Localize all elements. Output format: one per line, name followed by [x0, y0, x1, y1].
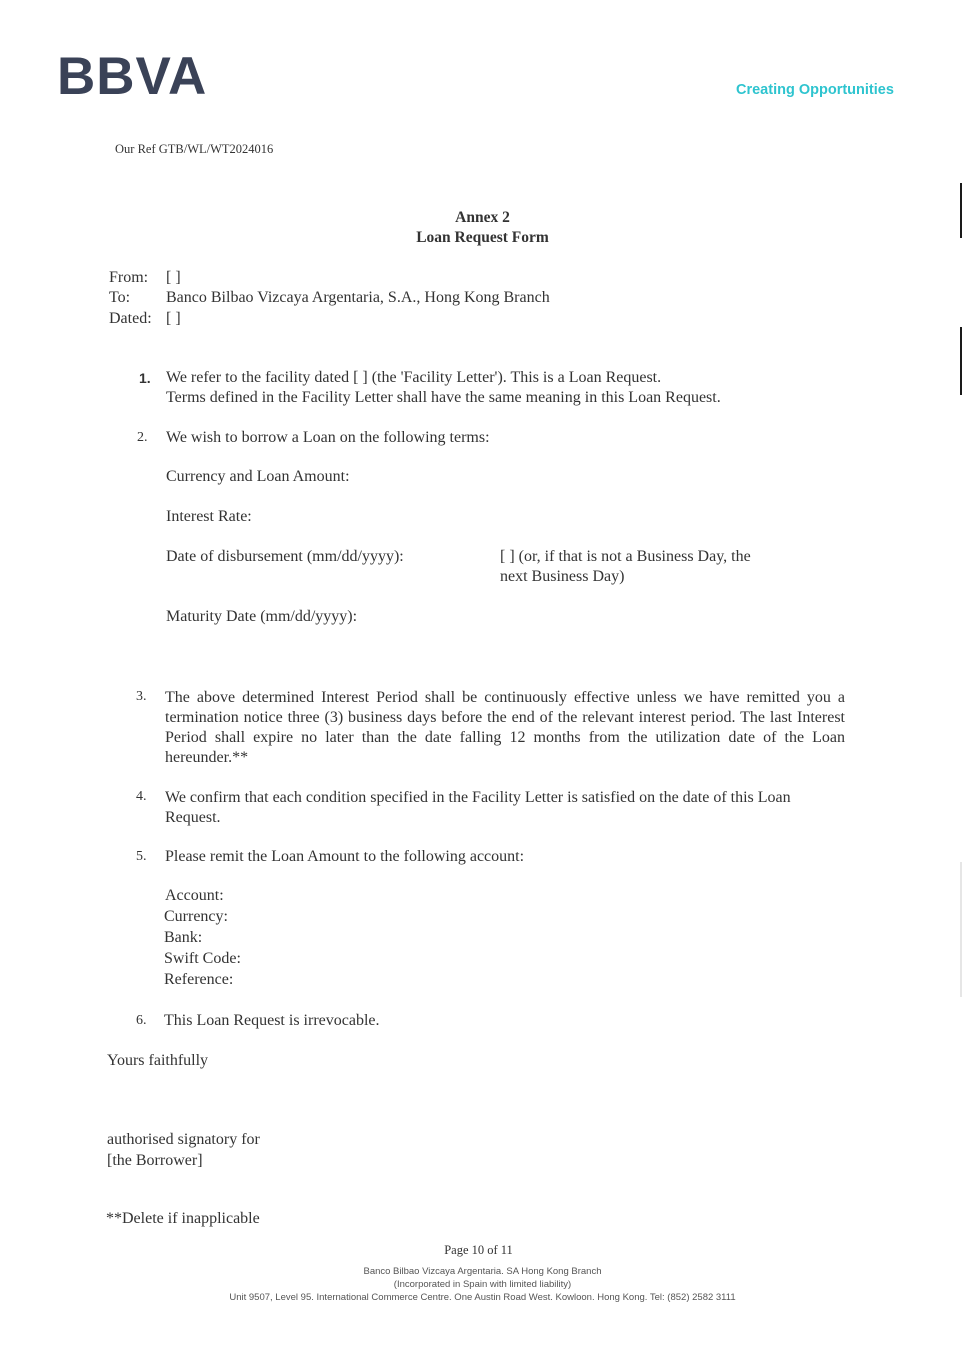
clause-1-line-1: We refer to the facility dated [ ] (the 'Facility Letter'). This is a Loan Request. — [166, 369, 662, 386]
clause-3-number: 3. — [136, 689, 147, 704]
from-value: [ ] — [166, 269, 181, 286]
page-number: Page 10 of 11 — [444, 1243, 513, 1257]
clause-4-text: We confirm that each condition specified in the Facility Letter is satisfied on the date of this Loan Request. — [165, 789, 791, 826]
footer-address: Unit 9507, Level 95. International Commerce Centre. One Austin Road West. Kowloon. Hong Kong. Tel: (852) 2582 3111 — [229, 1292, 736, 1303]
clause-5-intro: Please remit the Loan Amount to the following account: — [165, 848, 525, 865]
reference-label: Reference: — [164, 971, 234, 988]
dated-label: Dated: — [109, 310, 152, 327]
clause-2-intro: We wish to borrow a Loan on the following terms: — [166, 429, 490, 446]
delete-note: **Delete if inapplicable — [106, 1210, 260, 1227]
bank-label: Bank: — [164, 929, 203, 946]
tagline: Creating Opportunities — [736, 82, 894, 98]
disbursement-date-value-1: [ ] (or, if that is not a Business Day, the — [500, 548, 751, 565]
annex-title: Annex 2 — [455, 209, 510, 226]
to-label: To: — [109, 289, 131, 306]
our-reference: Our Ref GTB/WL/WT2024016 — [115, 142, 274, 156]
clause-3-text: The above determined Interest Period shall be continuously effective unless we have remitted you a termination notice three (3) business days before the end of the relevant interest period. The last Interest Period shall expire no later than the date falling 12 months from the utilization date of the Loan hereunder.** — [165, 689, 845, 766]
footer-incorporated: (Incorporated in Spain with limited liability) — [393, 1279, 572, 1290]
clause-6-number: 6. — [136, 1013, 147, 1028]
account-label: Account: — [165, 887, 224, 904]
maturity-date-label: Maturity Date (mm/dd/yyyy): — [166, 608, 358, 625]
dated-value: [ ] — [166, 310, 181, 327]
clause-1-line-2: Terms defined in the Facility Letter shall have the same meaning in this Loan Request. — [166, 389, 721, 406]
scroll-mark-3 — [960, 862, 962, 997]
swift-code-label: Swift Code: — [164, 950, 241, 967]
footer-bank-name: Banco Bilbao Vizcaya Argentaria. SA Hong Kong Branch — [363, 1266, 602, 1277]
scroll-mark-2 — [960, 327, 962, 395]
clause-2-number: 2. — [137, 430, 148, 445]
from-label: From: — [109, 269, 149, 286]
salutation: Yours faithfully — [107, 1052, 209, 1069]
to-value: Banco Bilbao Vizcaya Argentaria, S.A., Hong Kong Branch — [166, 289, 550, 306]
currency-label: Currency: — [164, 908, 228, 925]
bbva-logo: BBVA — [57, 47, 208, 106]
borrower-line: [the Borrower] — [107, 1152, 203, 1169]
currency-amount-label: Currency and Loan Amount: — [166, 468, 350, 485]
clause-6-text: This Loan Request is irrevocable. — [164, 1012, 380, 1029]
interest-rate-label: Interest Rate: — [166, 508, 252, 525]
disbursement-date-value-2: next Business Day) — [500, 568, 625, 585]
clause-1-number: 1. — [139, 370, 151, 386]
clause-5-number: 5. — [136, 849, 147, 864]
signatory-line: authorised signatory for — [107, 1131, 260, 1148]
disbursement-date-label: Date of disbursement (mm/dd/yyyy): — [166, 548, 404, 565]
clause-4-number: 4. — [136, 789, 147, 804]
form-title: Loan Request Form — [416, 229, 549, 246]
